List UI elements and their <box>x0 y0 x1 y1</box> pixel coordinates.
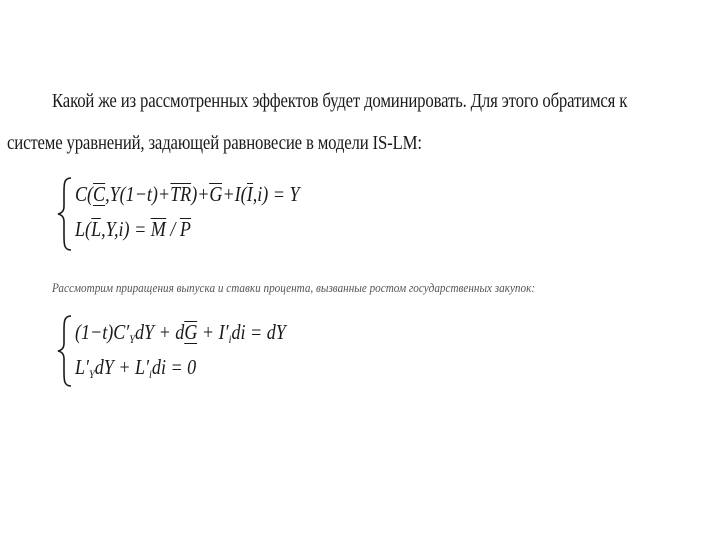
is-equation: C(C,Y(1−t)+TR)+G+I(I,i) = Y <box>75 182 300 206</box>
autonomous-investment-symbol: I <box>246 182 253 206</box>
is-differential-equation: $(1-t)C'_YdY$ + dG + $I'_idi$ = dY <box>75 320 286 346</box>
intro-paragraph-line-2: системе уравнений, задающей равновесие в модели IS-LM: <box>7 133 422 154</box>
lm-equation: L(L,Y,i) = M / P <box>75 217 191 241</box>
left-brace-icon <box>56 176 74 252</box>
autonomous-money-demand-symbol: L <box>91 217 102 241</box>
is-lm-equation-system <box>56 176 376 252</box>
left-brace-icon <box>56 314 74 388</box>
transfers-symbol: TR <box>170 182 192 206</box>
intro-paragraph-line-1: Какой же из рассмотренных эффектов будет доминировать. Для этого обратимся к <box>52 91 628 112</box>
government-spending-symbol: G <box>209 182 223 206</box>
autonomous-consumption-symbol: C <box>93 182 106 206</box>
lm-differential-equation: $L'_YdY + L'_idi = 0$ <box>75 355 197 381</box>
caption-text: Рассмотрим приращения выпуска и ставки процента, вызванные ростом государственных закупок: <box>52 280 536 295</box>
differential-equation-system <box>56 314 356 388</box>
price-level-symbol: P <box>179 217 191 241</box>
money-supply-symbol: M <box>150 217 166 241</box>
government-spending-symbol: G <box>184 320 198 344</box>
